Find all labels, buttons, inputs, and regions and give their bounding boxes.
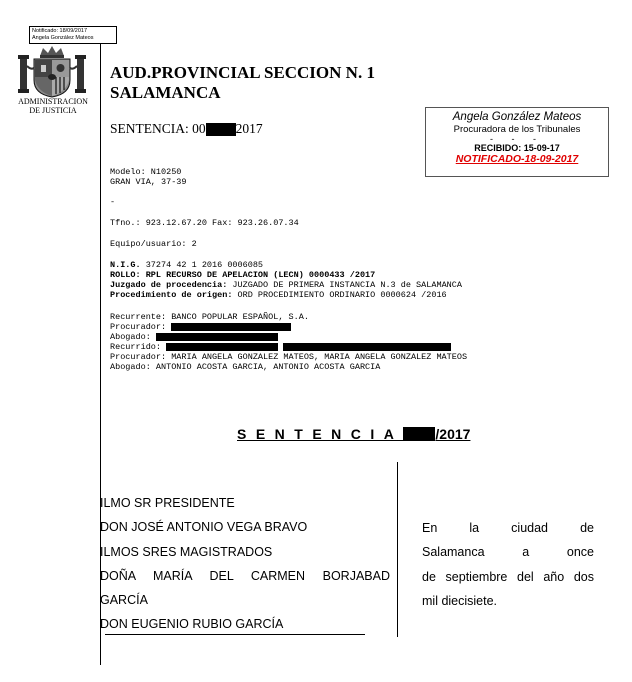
- nig-line: N.I.G. 37274 42 1 2016 0006085: [110, 260, 264, 270]
- abogado-recurrido-line: Abogado: ANTONIO ACOSTA GARCIA, ANTONIO ACOSTA GARCIA: [110, 362, 381, 372]
- redaction-bar: [206, 123, 236, 136]
- equipo-line: Equipo/usuario: 2: [110, 239, 197, 249]
- court-name-line2: SALAMANCA: [110, 83, 221, 102]
- redaction-bar: [171, 323, 291, 331]
- sentencia-ref-label: SENTENCIA: 00: [110, 121, 206, 136]
- notification-stamp: [29, 26, 117, 44]
- sentencia-title-year: /2017: [435, 426, 471, 442]
- notification-date: Notificado: 18/09/2017: [32, 28, 88, 34]
- rollo-line: ROLLO: RPL RECURSO DE APELACION (LECN) 0000433 /2017: [110, 270, 376, 280]
- redaction-bar: [403, 427, 435, 441]
- city-date-line2: Salamanca a once: [422, 545, 594, 560]
- court-info-block: [110, 167, 462, 300]
- notification-recipient: Angela González Mateos: [32, 34, 94, 41]
- president-title: ILMO SR PRESIDENTE: [100, 496, 235, 510]
- redaction-bar: [166, 343, 278, 351]
- procuradora-title: Procuradora de los Tribunales: [453, 124, 581, 135]
- redaction-bar: [283, 343, 451, 351]
- coat-of-arms-icon: [18, 44, 86, 98]
- judges-list: [100, 491, 390, 637]
- received-date: RECIBIDO: 15-09-17: [474, 143, 560, 153]
- magistrate-2-name: DON EUGENIO RUBIO GARCÍA: [100, 617, 284, 632]
- notified-date: NOTIFICADO-18-09-2017: [455, 153, 579, 165]
- sentencia-reference: [110, 121, 263, 137]
- juzgado-line: Juzgado de procedencia: JUZGADO DE PRIMERA INSTANCIA N.3 de SALAMANCA: [110, 280, 462, 290]
- modelo-line: Modelo: N10250: [110, 167, 182, 177]
- sentencia-ref-year: 2017: [235, 121, 263, 136]
- city-date-line4: mil diecisiete.: [422, 593, 498, 608]
- abogado-line: Abogado:: [110, 332, 467, 342]
- procuradora-name: Angela González Mateos: [452, 111, 582, 123]
- administracion-justicia-label: ADMINISTRACION DE JUSTICIA: [18, 97, 88, 115]
- magistrate-1-surname: GARCÍA: [100, 593, 148, 608]
- phone-line: Tfno.: 923.12.67.20 Fax: 923.26.07.34: [110, 218, 299, 228]
- parties-block: [110, 312, 467, 372]
- recurrido-line: Recurrido:: [110, 342, 467, 352]
- magistrates-title: ILMOS SRES MAGISTRADOS: [100, 544, 273, 559]
- address-line: GRAN VIA, 37-39: [110, 177, 187, 187]
- procuradora-dots: - - -: [490, 134, 544, 144]
- court-name-line1: AUD.PROVINCIAL SECCION N. 1: [110, 63, 375, 82]
- procedimiento-line: Procedimiento de origen: ORD PROCEDIMIENTO ORDINARIO 0000624 /2016: [110, 290, 447, 300]
- dash-line: -: [110, 197, 116, 207]
- sentencia-title-word: SENTENCIA: [237, 426, 404, 442]
- sentencia-title: [237, 426, 470, 442]
- magistrate-1-name: DOÑA MARÍA DEL CARMEN BORJABAD: [100, 568, 390, 583]
- city-date-line3: de septiembre del año dos: [422, 569, 594, 584]
- procurador-recurrido-line: Procurador: MARIA ANGELA GONZALEZ MATEOS, MARIA ANGELA GONZALEZ MATEOS: [110, 352, 468, 362]
- column-divider: [397, 462, 398, 637]
- redaction-bar: [156, 333, 278, 341]
- city-date-text: [422, 516, 594, 613]
- court-name: [110, 63, 375, 103]
- judges-underline: [105, 634, 365, 635]
- president-name: DON JOSÉ ANTONIO VEGA BRAVO: [100, 520, 308, 535]
- procurador-line: Procurador:: [110, 322, 467, 332]
- recurrente-line: Recurrente: BANCO POPULAR ESPAÑOL, S.A.: [110, 312, 309, 322]
- city-date-line1: En la ciudad de: [422, 521, 594, 535]
